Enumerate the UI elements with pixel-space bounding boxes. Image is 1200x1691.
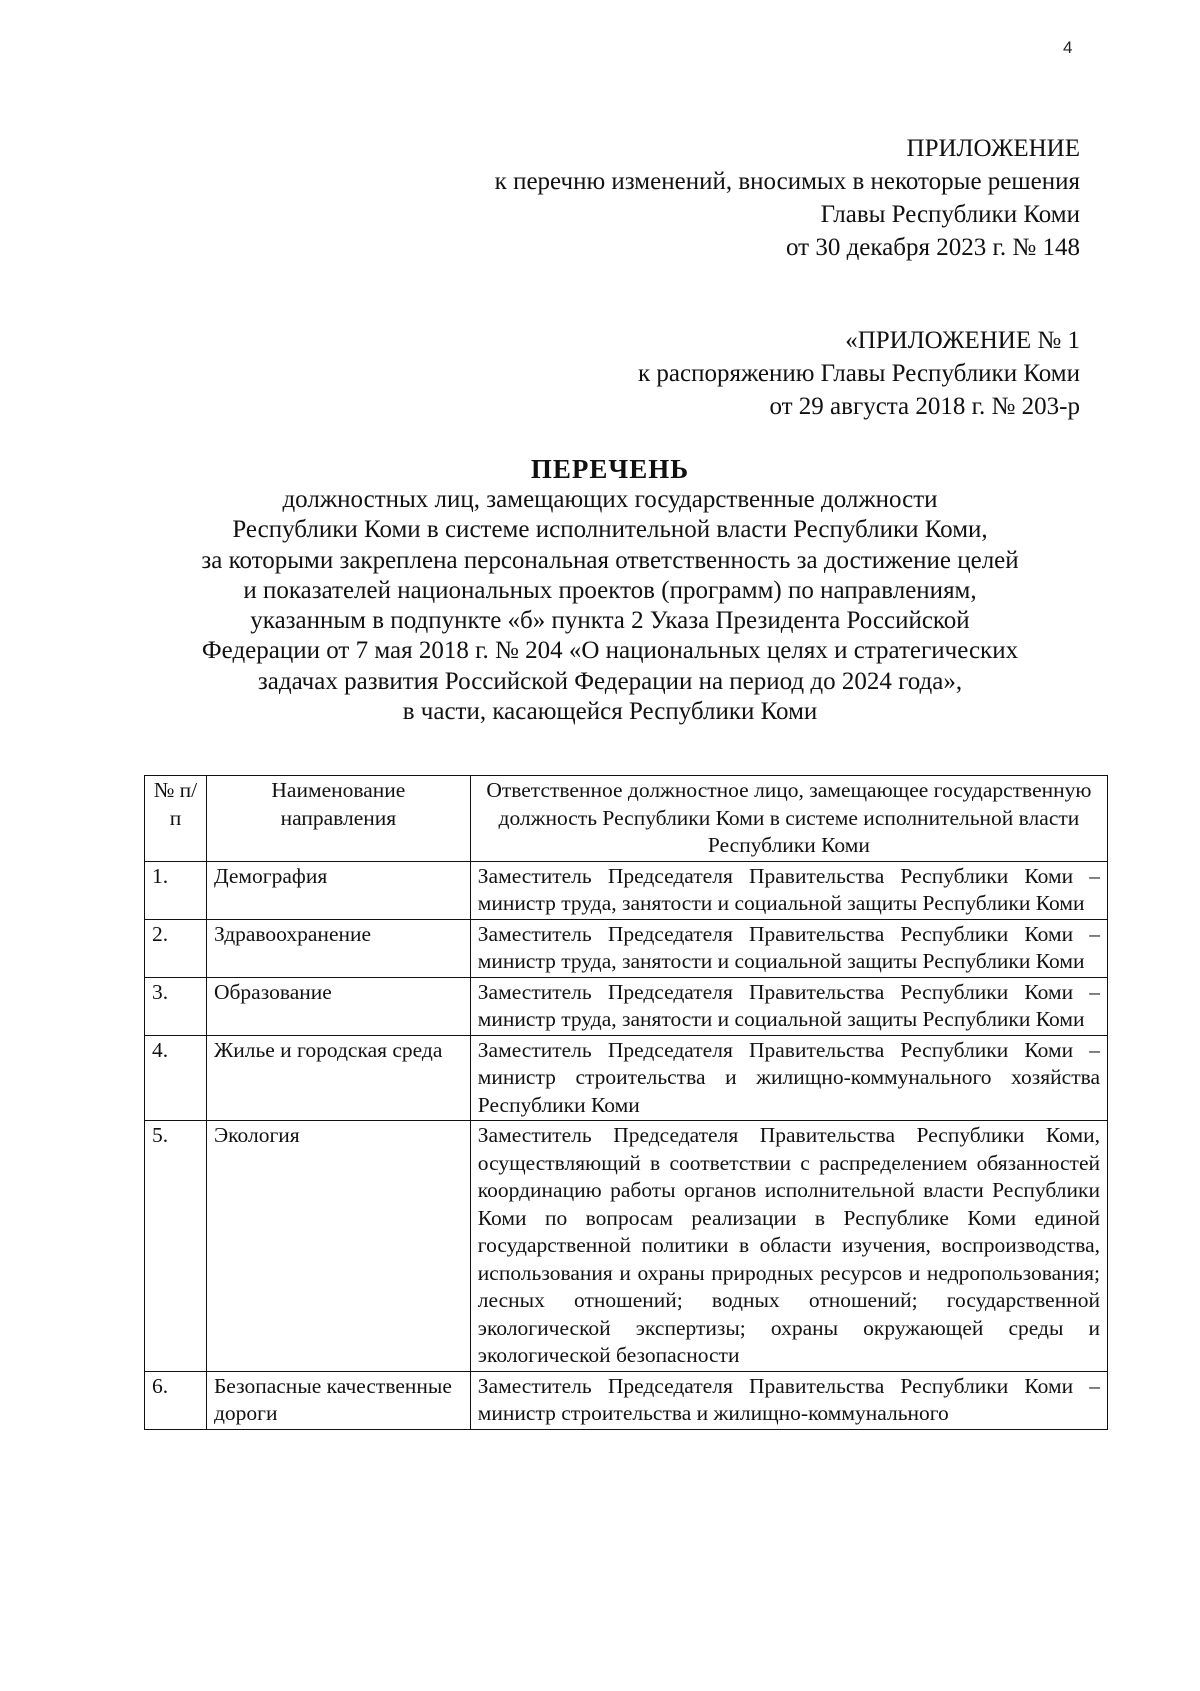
table-row	[145, 1035, 1108, 1121]
header-num: № п/п	[145, 776, 207, 862]
row-direction: Здравоохранение	[206, 919, 470, 977]
appendix-top	[495, 132, 1080, 264]
row-responsible: Заместитель Председателя Правительства Республики Коми, осуществляющий в соответствии с распределением обязанностей координацию работы органов исполнительной власти Республики Коми по вопросам реализации в Республике Коми единой государственной политики в области изучения, воспроизводства, использования и охраны природных ресурсов и недропользования; лесных отношений; водных отношений; государственной экологической экспертизы; охраны окружающей среды и экологической безопасности	[470, 1121, 1107, 1372]
row-num: 2.	[145, 919, 207, 977]
document-heading	[140, 453, 1080, 727]
row-responsible: Заместитель Председателя Правительства Республики Коми – министр труда, занятости и социальной защиты Республики Коми	[470, 919, 1107, 977]
header-responsible: Ответственное должностное лицо, замещающее государственную должность Республики Коми в системе исполнительной власти Республики Коми	[470, 776, 1107, 862]
row-num: 1.	[145, 861, 207, 919]
row-direction: Безопасные качественные дороги	[206, 1371, 470, 1429]
appendix-top-line: к перечню изменений, вносимых в некоторые решения	[494, 168, 1080, 195]
subtitle-line: должностных лиц, замещающих государственные должности	[282, 486, 938, 513]
subtitle-line: указанным в подпункте «б» пункта 2 Указа Президента Российской	[250, 607, 970, 635]
row-direction: Образование	[206, 977, 470, 1035]
document-subtitle	[140, 485, 1080, 727]
subtitle-line: задачах развития Российской Федерации на период до 2024 года»,	[257, 667, 963, 695]
page-number: 4	[1063, 38, 1073, 57]
row-direction: Жилье и городская среда	[206, 1035, 470, 1121]
table-row	[145, 977, 1108, 1035]
appendix-top-line: ПРИЛОЖЕНИЕ	[906, 135, 1080, 162]
table-header-row	[145, 776, 1108, 862]
row-responsible: Заместитель Председателя Правительства Республики Коми – министр труда, занятости и социальной защиты Республики Коми	[470, 861, 1107, 919]
row-num: 5.	[145, 1121, 207, 1372]
appendix-inner-line: от 29 августа 2018 г. № 203-р	[769, 393, 1080, 420]
row-num: 6.	[145, 1371, 207, 1429]
appendix-inner-line: к распоряжению Главы Республики Коми	[637, 360, 1080, 387]
appendix-inner-line: «ПРИЛОЖЕНИЕ № 1	[845, 327, 1080, 354]
table-row	[145, 919, 1108, 977]
officials-table	[144, 775, 1108, 1430]
subtitle-line: и показателей национальных проектов (программ) по направлениям,	[243, 576, 977, 604]
appendix-inner	[638, 324, 1080, 423]
subtitle-line: Федерации от 7 мая 2018 г. № 204 «О национальных целях и стратегических	[201, 637, 1019, 665]
document-title: ПЕРЕЧЕНЬ	[530, 454, 690, 484]
row-num: 3.	[145, 977, 207, 1035]
subtitle-line: за которыми закреплена персональная ответственность за достижение целей	[201, 546, 1019, 574]
row-direction: Экология	[206, 1121, 470, 1372]
appendix-top-line: Главы Республики Коми	[820, 201, 1080, 228]
table-row	[145, 1371, 1108, 1429]
row-num: 4.	[145, 1035, 207, 1121]
row-responsible: Заместитель Председателя Правительства Республики Коми – министр строительства и жилищно-коммунального	[470, 1371, 1107, 1429]
row-responsible: Заместитель Председателя Правительства Республики Коми – министр строительства и жилищно-коммунального хозяйства Республики Коми	[470, 1035, 1107, 1121]
row-direction: Демография	[206, 861, 470, 919]
row-responsible: Заместитель Председателя Правительства Республики Коми – министр труда, занятости и социальной защиты Республики Коми	[470, 977, 1107, 1035]
table-row	[145, 1121, 1108, 1372]
table-row	[145, 861, 1108, 919]
header-direction: Наименование направления	[206, 776, 470, 862]
subtitle-line: Республики Коми в системе исполнительной власти Республики Коми,	[232, 516, 988, 544]
appendix-top-line: от 30 декабря 2023 г. № 148	[785, 234, 1080, 261]
subtitle-line: в части, касающейся Республики Коми	[402, 698, 818, 726]
